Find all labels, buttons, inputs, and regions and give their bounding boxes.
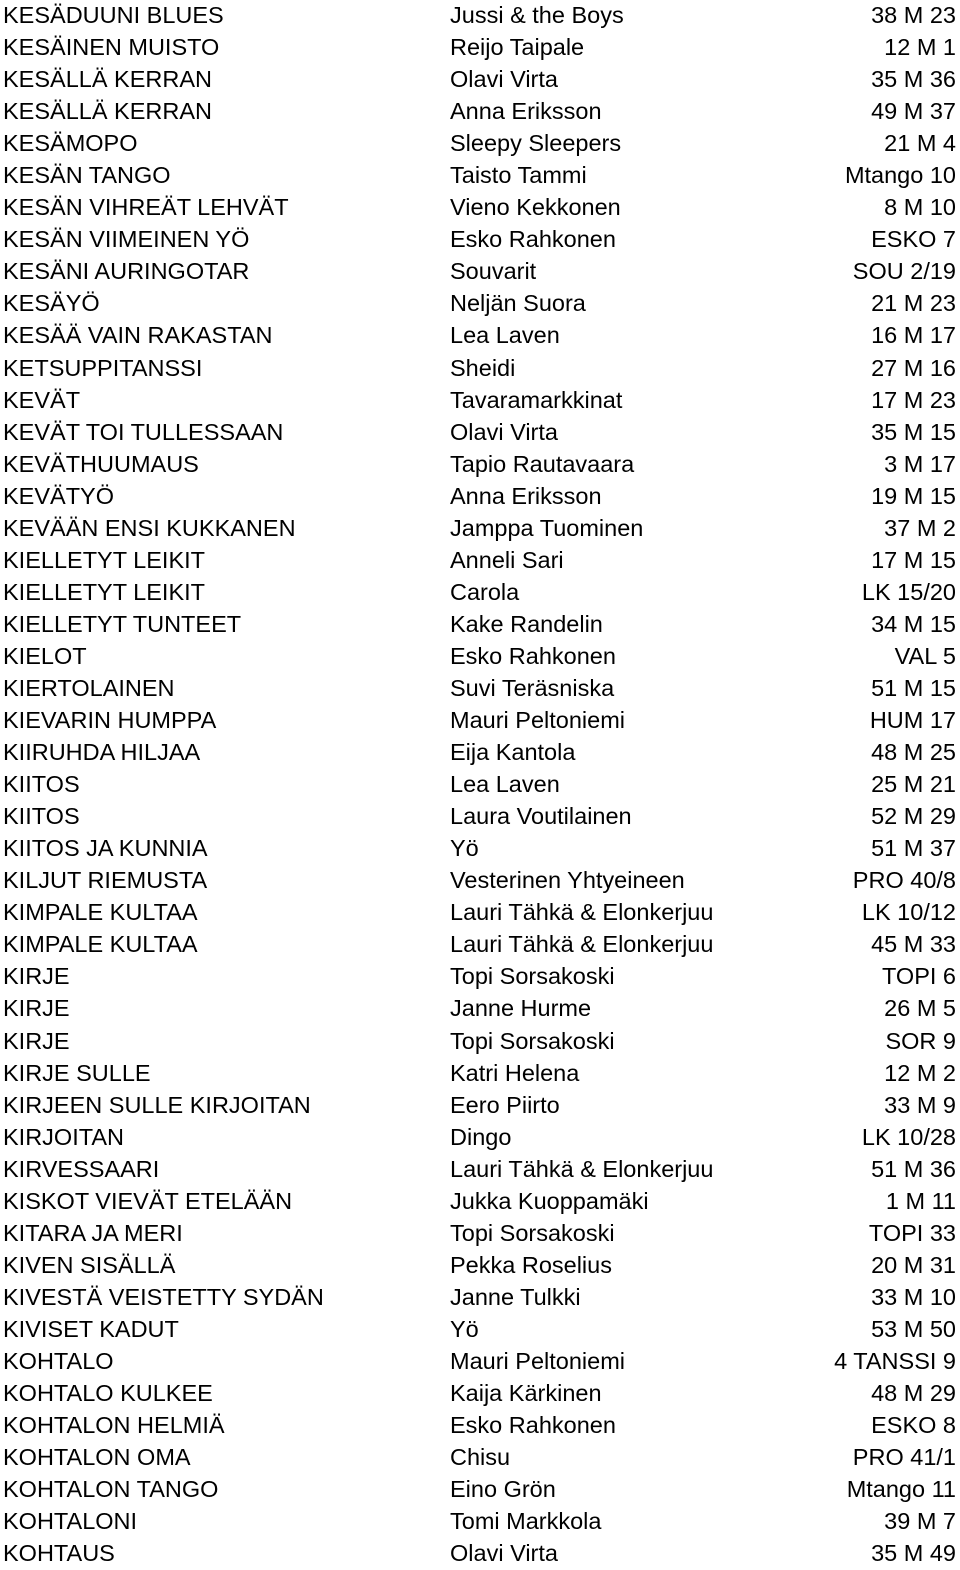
song-title: KIRJOITAN — [3, 1123, 124, 1150]
song-artist: Mauri Peltoniemi — [450, 707, 626, 734]
song-artist: Taisto Tammi — [450, 162, 587, 189]
song-code: Mtango 10 — [844, 162, 956, 189]
song-artist: Lauri Tähkä & Elonkerjuu — [450, 931, 714, 958]
song-code: LK 10/28 — [861, 1123, 956, 1150]
song-row — [0, 545, 960, 577]
song-row — [0, 1026, 960, 1058]
song-artist: Tapio Rautavaara — [450, 450, 635, 477]
song-code: 38 M 23 — [871, 2, 956, 28]
song-code: 52 M 29 — [871, 803, 956, 830]
song-artist: Anna Eriksson — [450, 482, 602, 509]
song-artist: Souvarit — [450, 258, 537, 285]
song-title: KIELLETYT LEIKIT — [3, 546, 206, 573]
song-code: SOR 9 — [885, 1027, 956, 1054]
song-title: KIELOT — [3, 642, 87, 669]
song-row — [0, 769, 960, 801]
song-title: KESÄDUUNI BLUES — [3, 2, 224, 28]
song-code: 48 M 25 — [871, 739, 956, 766]
song-row — [0, 961, 960, 993]
song-artist: Janne Tulkki — [450, 1283, 581, 1310]
song-title: KIELLETYT TUNTEET — [3, 610, 242, 637]
song-code: 34 M 15 — [871, 610, 956, 637]
song-row — [0, 865, 960, 897]
song-code: LK 15/20 — [861, 578, 956, 605]
song-code: 12 M 2 — [884, 1059, 956, 1086]
song-artist: Jukka Kuoppamäki — [450, 1187, 649, 1214]
song-title: KOHTALO KULKEE — [3, 1380, 213, 1407]
song-code: VAL 5 — [894, 642, 956, 669]
song-artist: Yö — [450, 835, 479, 862]
song-code: 37 M 2 — [884, 514, 956, 541]
song-row — [0, 609, 960, 641]
song-row — [0, 1538, 960, 1570]
song-title: KOHTALO — [3, 1347, 114, 1374]
song-code: 39 M 7 — [884, 1508, 956, 1535]
song-title: KEVÄT TOI TULLESSAAN — [3, 418, 284, 445]
song-title: KESÄINEN MUISTO — [3, 34, 220, 61]
song-title: KOHTALON HELMIÄ — [3, 1412, 225, 1439]
song-code: 35 M 15 — [871, 418, 956, 445]
song-row — [0, 1282, 960, 1314]
song-artist: Kaija Kärkinen — [450, 1380, 602, 1407]
song-row — [0, 929, 960, 961]
song-title: KESÄLLÄ KERRAN — [3, 66, 212, 93]
song-title: KETSUPPITANSSI — [3, 354, 203, 381]
song-row — [0, 1058, 960, 1090]
song-artist: Chisu — [450, 1444, 511, 1471]
song-row — [0, 417, 960, 449]
song-code: 33 M 9 — [884, 1091, 956, 1118]
song-title: KIELLETYT LEIKIT — [3, 578, 206, 605]
song-row — [0, 801, 960, 833]
song-title: KIRJE — [3, 963, 70, 990]
song-artist: Yö — [450, 1315, 479, 1342]
song-code: 19 M 15 — [871, 482, 956, 509]
song-row — [0, 1186, 960, 1218]
song-title: KOHTALON OMA — [3, 1444, 191, 1471]
song-row — [0, 288, 960, 320]
song-artist: Lauri Tähkä & Elonkerjuu — [450, 899, 714, 926]
song-row — [0, 897, 960, 929]
song-code: 49 M 37 — [871, 98, 956, 125]
song-artist: Topi Sorsakoski — [450, 1219, 615, 1246]
song-title: KIRJE — [3, 1027, 70, 1054]
song-artist: Suvi Teräsniska — [450, 674, 615, 701]
song-code: 1 M 11 — [885, 1187, 956, 1214]
song-title: KIITOS — [3, 803, 80, 830]
song-code: 48 M 29 — [871, 1380, 956, 1407]
song-row — [0, 1154, 960, 1186]
song-code: 12 M 1 — [884, 34, 956, 61]
song-row — [0, 513, 960, 545]
song-code: 17 M 15 — [871, 546, 956, 573]
song-artist: Tomi Markkola — [450, 1508, 602, 1535]
song-artist: Kake Randelin — [450, 610, 603, 637]
song-code: 51 M 37 — [871, 835, 956, 862]
song-row — [0, 353, 960, 385]
song-row — [0, 0, 960, 32]
song-row — [0, 160, 960, 192]
song-title: KEVÄT — [3, 386, 81, 413]
song-title: KIIRUHDA HILJAA — [3, 739, 201, 766]
song-title: KESÄN TANGO — [3, 162, 171, 189]
song-code: LK 10/12 — [861, 899, 956, 926]
song-title: KISKOT VIEVÄT ETELÄÄN — [3, 1187, 293, 1214]
song-code: 45 M 33 — [871, 931, 956, 958]
song-artist: Tavaramarkkinat — [450, 386, 623, 413]
song-title: KEVÄÄN ENSI KUKKANEN — [3, 514, 296, 541]
song-row — [0, 481, 960, 513]
song-title: KIRJE SULLE — [3, 1059, 151, 1086]
song-row — [0, 1474, 960, 1506]
song-code: TOPI 33 — [868, 1219, 956, 1246]
song-code: 21 M 4 — [884, 130, 956, 157]
song-title: KOHTALON TANGO — [3, 1476, 219, 1503]
song-row — [0, 449, 960, 481]
song-row — [0, 1122, 960, 1154]
song-artist: Anna Eriksson — [450, 98, 602, 125]
song-code: 20 M 31 — [871, 1251, 956, 1278]
song-title: KIVISET KADUT — [3, 1315, 179, 1342]
song-row — [0, 192, 960, 224]
song-row — [0, 32, 960, 64]
song-artist: Reijo Taipale — [450, 34, 585, 61]
song-row — [0, 224, 960, 256]
song-artist: Eino Grön — [450, 1476, 556, 1503]
song-artist: Topi Sorsakoski — [450, 963, 615, 990]
song-code: PRO 40/8 — [852, 867, 956, 894]
song-title: KIRVESSAARI — [3, 1155, 160, 1182]
song-artist: Dingo — [450, 1123, 512, 1150]
song-code: TOPI 6 — [881, 963, 956, 990]
song-code: 8 M 10 — [884, 194, 956, 221]
song-code: 35 M 49 — [871, 1540, 956, 1567]
song-artist: Esko Rahkonen — [450, 1412, 616, 1439]
song-title: KIMPALE KULTAA — [3, 899, 198, 926]
song-row — [0, 1378, 960, 1410]
song-row — [0, 673, 960, 705]
song-row — [0, 1346, 960, 1378]
song-artist: Carola — [450, 578, 520, 605]
song-artist: Katri Helena — [450, 1059, 580, 1086]
song-row — [0, 993, 960, 1025]
song-artist: Mauri Peltoniemi — [450, 1347, 626, 1374]
song-row — [0, 1250, 960, 1282]
song-title: KIVESTÄ VEISTETTY SYDÄN — [3, 1283, 324, 1310]
song-artist: Vieno Kekkonen — [450, 194, 621, 221]
song-artist: Olavi Virta — [450, 1540, 558, 1567]
song-artist: Jamppa Tuominen — [450, 514, 644, 541]
song-artist: Esko Rahkonen — [450, 226, 616, 253]
song-artist: Topi Sorsakoski — [450, 1027, 615, 1054]
song-artist: Laura Voutilainen — [450, 803, 632, 830]
song-code: Mtango 11 — [846, 1476, 956, 1503]
song-artist: Esko Rahkonen — [450, 642, 616, 669]
song-title: KESÄMOPO — [3, 130, 138, 157]
song-row — [0, 641, 960, 673]
song-title: KIRJE — [3, 995, 70, 1022]
song-row — [0, 64, 960, 96]
song-code: PRO 41/1 — [852, 1444, 956, 1471]
song-row — [0, 385, 960, 417]
song-artist: Sleepy Sleepers — [450, 130, 622, 157]
song-artist: Pekka Roselius — [450, 1251, 612, 1278]
song-row — [0, 1442, 960, 1474]
song-row — [0, 833, 960, 865]
song-code: 35 M 36 — [871, 66, 956, 93]
song-artist: Neljän Suora — [450, 290, 586, 317]
song-code: 3 M 17 — [884, 450, 956, 477]
song-row — [0, 705, 960, 737]
song-code: ESKO 8 — [871, 1412, 956, 1439]
song-artist: Anneli Sari — [450, 546, 564, 573]
song-row — [0, 256, 960, 288]
song-code: 4 TANSSI 9 — [834, 1347, 956, 1374]
song-row — [0, 577, 960, 609]
song-row — [0, 96, 960, 128]
song-title: KIRJEEN SULLE KIRJOITAN — [3, 1091, 311, 1118]
song-title: KESÄNI AURINGOTAR — [3, 258, 250, 285]
song-code: 21 M 23 — [871, 290, 956, 317]
song-title: KESÄYÖ — [3, 290, 100, 317]
song-code: 17 M 23 — [871, 386, 956, 413]
song-code: 16 M 17 — [871, 322, 956, 349]
song-code: 51 M 36 — [871, 1155, 956, 1182]
song-row — [0, 737, 960, 769]
song-artist: Lea Laven — [450, 771, 560, 798]
song-title: KIITOS — [3, 771, 80, 798]
song-code: SOU 2/19 — [852, 258, 956, 285]
song-code: 25 M 21 — [871, 771, 956, 798]
song-row — [0, 1314, 960, 1346]
song-title: KIVEN SISÄLLÄ — [3, 1251, 176, 1278]
song-artist: Jussi & the Boys — [450, 2, 624, 28]
song-row — [0, 1506, 960, 1538]
song-artist: Eija Kantola — [450, 739, 576, 766]
song-artist: Lea Laven — [450, 322, 560, 349]
song-code: HUM 17 — [869, 707, 956, 734]
song-row — [0, 1218, 960, 1250]
song-title: KITARA JA MERI — [3, 1219, 183, 1246]
song-title: KILJUT RIEMUSTA — [3, 867, 208, 894]
song-title: KIEVARIN HUMPPA — [3, 707, 217, 734]
song-title: KIERTOLAINEN — [3, 674, 175, 701]
song-title: KIITOS JA KUNNIA — [3, 835, 208, 862]
song-title: KESÄN VIIMEINEN YÖ — [3, 226, 250, 253]
song-title: KEVÄTYÖ — [3, 482, 115, 509]
song-artist: Vesterinen Yhtyeineen — [450, 867, 685, 894]
song-row — [0, 1410, 960, 1442]
song-row — [0, 320, 960, 352]
song-title: KIMPALE KULTAA — [3, 931, 198, 958]
song-artist: Lauri Tähkä & Elonkerjuu — [450, 1155, 714, 1182]
song-title: KESÄLLÄ KERRAN — [3, 98, 212, 125]
song-code: 51 M 15 — [871, 674, 956, 701]
song-title: KOHTAUS — [3, 1540, 115, 1567]
song-artist: Sheidi — [450, 354, 516, 381]
song-code: 26 M 5 — [884, 995, 956, 1022]
song-row — [0, 128, 960, 160]
song-title: KEVÄTHUUMAUS — [3, 450, 199, 477]
song-code: 33 M 10 — [871, 1283, 956, 1310]
song-artist: Olavi Virta — [450, 418, 558, 445]
song-artist: Olavi Virta — [450, 66, 558, 93]
song-artist: Eero Piirto — [450, 1091, 560, 1118]
song-code: 53 M 50 — [871, 1315, 956, 1342]
song-title: KESÄÄ VAIN RAKASTAN — [3, 322, 273, 349]
song-title: KESÄN VIHREÄT LEHVÄT — [3, 194, 289, 221]
song-row — [0, 1090, 960, 1122]
song-code: 27 M 16 — [871, 354, 956, 381]
song-code: ESKO 7 — [871, 226, 956, 253]
song-artist: Janne Hurme — [450, 995, 592, 1022]
song-title: KOHTALONI — [3, 1508, 138, 1535]
